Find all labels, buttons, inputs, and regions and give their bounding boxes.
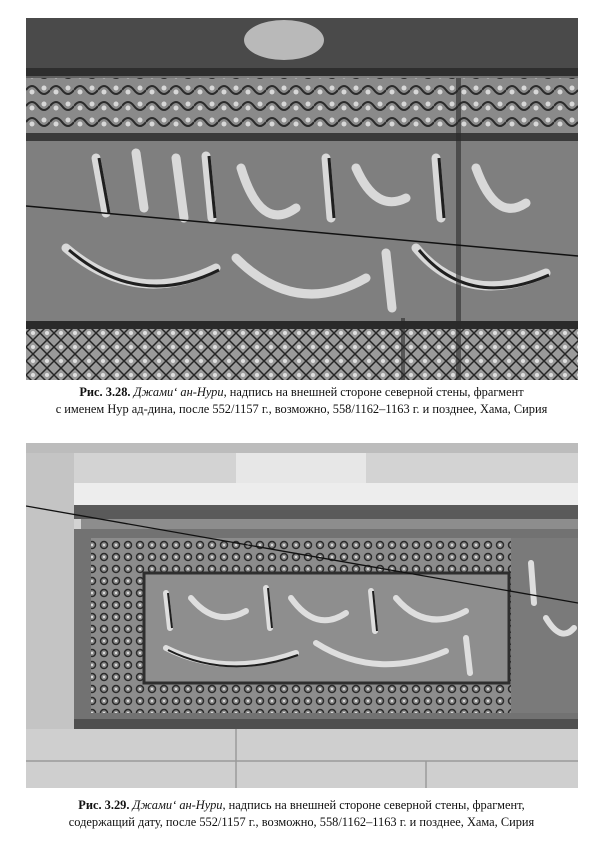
- figure-caption: [16, 797, 587, 831]
- figure-caption: [16, 384, 587, 418]
- caption-line-1: [16, 384, 587, 401]
- figure-title: Джами‘ ан-Нури: [132, 798, 223, 812]
- caption-text: , надпись на внешней стороне северной стены, фрагмент,: [222, 798, 525, 812]
- photo-inscription-date: [26, 443, 578, 788]
- figure-label: Рис. 3.29.: [78, 798, 130, 812]
- caption-line-2: с именем Нур ад-дина, после 552/1157 г., возможно, 558/1162–1163 г. и позднее, Хама, Сирия: [55, 402, 548, 416]
- caption-text: , надпись на внешней стороне северной стены, фрагмент: [223, 385, 524, 399]
- figure-label: Рис. 3.28.: [79, 385, 131, 399]
- caption-line-1: [16, 797, 587, 814]
- figure-title: Джами‘ ан-Нури: [133, 385, 224, 399]
- caption-line-2: содержащий дату, после 552/1157 г., возможно, 558/1162–1163 г. и позднее, Хама, Сирия: [68, 815, 535, 829]
- photo-inscription-nur-ad-din: [26, 18, 578, 380]
